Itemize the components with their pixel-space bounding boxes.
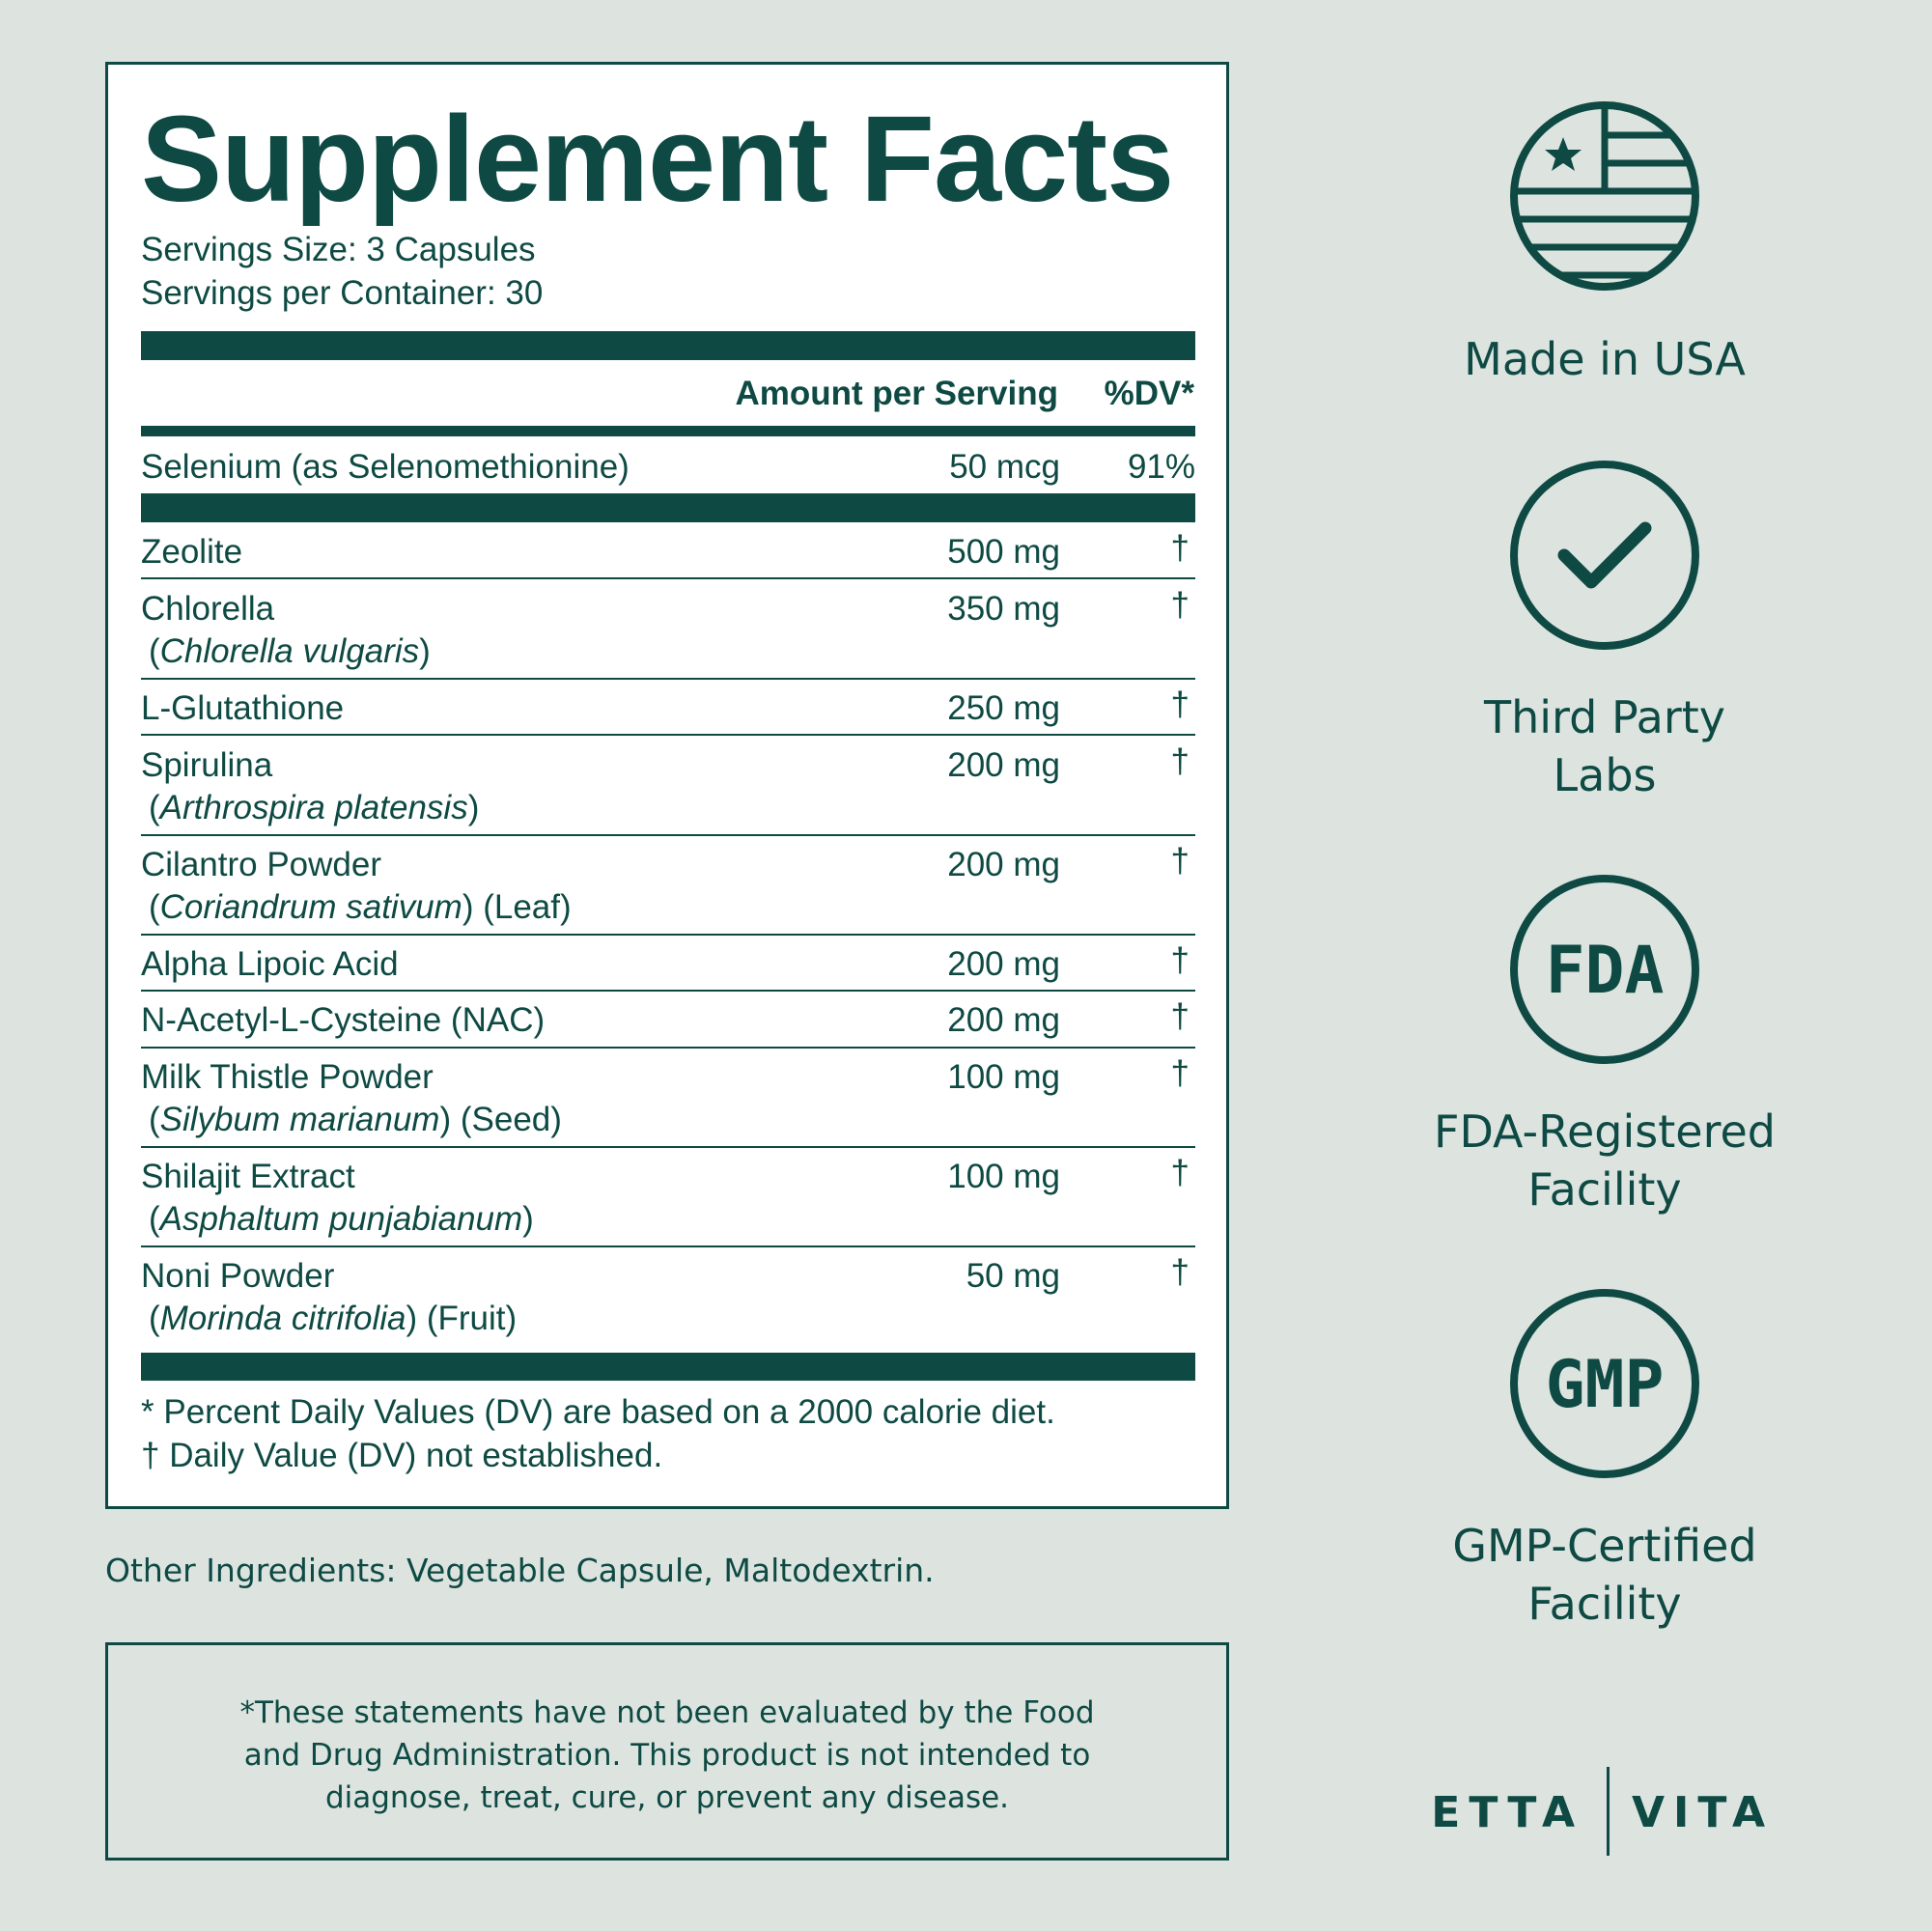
supplement-facts-title: Supplement Facts <box>141 91 1174 227</box>
ingredient-name: Cilantro Powder <box>141 846 381 883</box>
nutrient-name: Selenium (as Selenomethionine) <box>141 448 630 486</box>
ingredient-scientific-name: (Asphaltum punjabianum) <box>149 1200 534 1238</box>
ingredient-scientific-name: (Silybum marianum) (Seed) <box>149 1101 562 1138</box>
row-divider <box>141 734 1195 736</box>
row-divider <box>141 1146 1195 1148</box>
thick-divider-top <box>141 331 1195 360</box>
header-amount-per-serving: Amount per Serving <box>735 375 1058 412</box>
brand-logo <box>1431 1767 1775 1856</box>
badge-label-gmp-certified: GMP-Certified Facility <box>1452 1520 1757 1630</box>
ingredient-amount: 200 mg <box>947 746 1060 784</box>
dagger-mark: † <box>1170 997 1190 1035</box>
ingredient-name: Noni Powder <box>141 1257 335 1295</box>
dagger-mark: † <box>1170 1054 1190 1092</box>
row-divider <box>141 678 1195 680</box>
fda-disclaimer-box <box>105 1642 1229 1861</box>
header-daily-value: %DV* <box>1104 375 1194 412</box>
other-ingredients: Other Ingredients: Vegetable Capsule, Maltodextrin. <box>105 1552 935 1589</box>
gmp-icon <box>1508 1287 1701 1480</box>
ingredient-name: N-Acetyl-L-Cysteine (NAC) <box>141 1001 546 1039</box>
svg-text:FDA: FDA <box>1545 933 1665 1009</box>
servings-per-container: Servings per Container: 30 <box>141 274 544 312</box>
row-divider <box>141 1047 1195 1049</box>
ingredient-name: L-Glutathione <box>141 689 345 727</box>
ingredient-amount: 100 mg <box>947 1158 1060 1195</box>
disclaimer-text <box>108 1692 1226 1819</box>
ingredient-scientific-name: (Chlorella vulgaris) <box>149 632 431 670</box>
svg-text:GMP: GMP <box>1545 1347 1665 1423</box>
footnote-dv-not-established: † Daily Value (DV) not established. <box>141 1437 663 1474</box>
row-divider <box>141 577 1195 579</box>
dagger-mark: † <box>1170 842 1190 880</box>
dagger-mark: † <box>1170 686 1190 723</box>
footnote-percent-daily-values: * Percent Daily Values (DV) are based on a 2000 calorie diet. <box>141 1393 1055 1431</box>
ingredient-amount: 200 mg <box>947 1001 1060 1039</box>
badge-label-fda-registered: FDA-Registered Facility <box>1433 1105 1776 1216</box>
ingredient-amount: 500 mg <box>947 533 1060 571</box>
ingredient-amount: 200 mg <box>947 846 1060 883</box>
ingredient-name: Spirulina <box>141 746 273 784</box>
row-divider <box>141 1245 1195 1247</box>
ingredient-amount: 250 mg <box>947 689 1060 727</box>
nutrient-daily-value: 91% <box>1127 448 1195 486</box>
ingredient-amount: 50 mg <box>966 1257 1060 1295</box>
dagger-mark: † <box>1170 529 1190 567</box>
thick-divider-middle <box>141 493 1195 522</box>
disclaimer-line: and Drug Administration. This product is not intended to <box>243 1738 1091 1773</box>
disclaimer-line: *These statements have not been evaluated by the Food <box>239 1695 1095 1730</box>
dagger-mark: † <box>1170 1154 1190 1191</box>
ingredient-name: Shilajit Extract <box>141 1158 355 1195</box>
ingredient-scientific-name: (Morinda citrifolia) (Fruit) <box>149 1300 518 1337</box>
row-divider <box>141 934 1195 936</box>
ingredient-amount: 100 mg <box>947 1058 1060 1096</box>
ingredient-name: Chlorella <box>141 590 275 628</box>
badge-label-made-in-usa: Made in USA <box>1464 333 1746 385</box>
checkmark-icon <box>1508 459 1701 652</box>
serving-size: Servings Size: 3 Capsules <box>141 231 536 268</box>
thick-divider-bottom <box>141 1353 1195 1381</box>
row-divider <box>141 834 1195 836</box>
ingredient-amount: 200 mg <box>947 945 1060 983</box>
ingredient-scientific-name: (Coriandrum sativum) (Leaf) <box>149 888 572 926</box>
ingredient-amount: 350 mg <box>947 590 1060 628</box>
dagger-mark: † <box>1170 1253 1190 1291</box>
brand-divider <box>1607 1767 1610 1856</box>
ingredient-name: Milk Thistle Powder <box>141 1058 434 1096</box>
medium-divider <box>141 426 1195 436</box>
brand-right-word: VITA <box>1632 1788 1775 1837</box>
disclaimer-line: diagnose, treat, cure, or prevent any disease. <box>324 1780 1010 1815</box>
ingredient-name: Alpha Lipoic Acid <box>141 945 399 983</box>
brand-left-word: ETTA <box>1431 1788 1583 1837</box>
row-divider <box>141 990 1195 992</box>
fda-icon <box>1508 873 1701 1066</box>
badge-label-third-party-labs: Third Party Labs <box>1484 691 1725 801</box>
nutrient-amount: 50 mcg <box>949 448 1060 486</box>
ingredient-scientific-name: (Arthrospira platensis) <box>149 789 480 826</box>
usa-flag-icon <box>1508 99 1701 293</box>
dagger-mark: † <box>1170 742 1190 780</box>
ingredient-name: Zeolite <box>141 533 243 571</box>
dagger-mark: † <box>1170 586 1190 624</box>
dagger-mark: † <box>1170 941 1190 979</box>
